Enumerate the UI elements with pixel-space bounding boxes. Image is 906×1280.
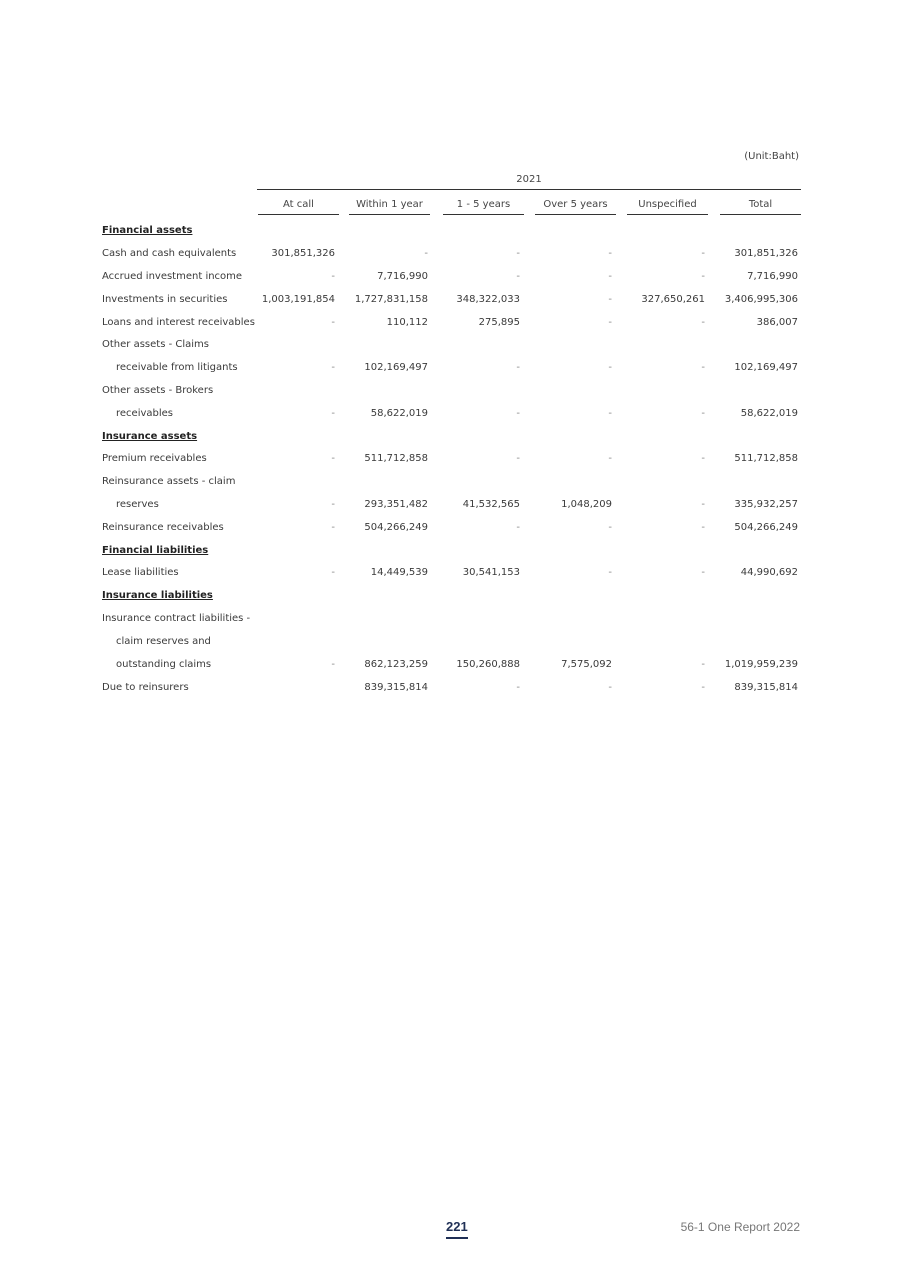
cell-1-5-years: 348,322,033	[456, 294, 520, 305]
col-head-unspecified: Unspecified	[627, 199, 708, 215]
table-row	[102, 657, 802, 673]
cell-at-call: -	[331, 499, 335, 510]
cell-total: 335,932,257	[734, 499, 798, 510]
cell-1-5-years: -	[516, 362, 520, 373]
page-number: 221	[446, 1219, 468, 1234]
col-head-at-call: At call	[258, 199, 339, 215]
row-label: claim reserves and	[116, 636, 211, 647]
row-label: Reinsurance receivables	[102, 522, 224, 533]
section-heading-row	[102, 588, 802, 604]
cell-total: 386,007	[756, 317, 798, 328]
cell-1-5-years: 150,260,888	[456, 659, 520, 670]
cell-over-5-years: 1,048,209	[561, 499, 612, 510]
cell-over-5-years: -	[608, 522, 612, 533]
cell-total: 44,990,692	[740, 567, 798, 578]
row-label: Reinsurance assets - claim	[102, 476, 236, 487]
cell-1-5-years: -	[516, 522, 520, 533]
cell-within-1-year: -	[424, 248, 428, 259]
cell-over-5-years: -	[608, 453, 612, 464]
cell-1-5-years: 41,532,565	[462, 499, 520, 510]
table-row	[102, 565, 802, 581]
row-label: Lease liabilities	[102, 567, 179, 578]
cell-within-1-year: 293,351,482	[364, 499, 428, 510]
cell-within-1-year: 504,266,249	[364, 522, 428, 533]
cell-unspecified: -	[701, 522, 705, 533]
year-header: 2021	[516, 174, 542, 185]
unit-label: (Unit:Baht)	[744, 151, 799, 162]
section-heading-row	[102, 223, 802, 239]
year-header-rule	[257, 189, 801, 190]
table-row	[102, 406, 802, 422]
cell-1-5-years: -	[516, 682, 520, 693]
table-row	[102, 451, 802, 467]
row-label: Other assets - Claims	[102, 339, 209, 350]
cell-at-call: -	[331, 271, 335, 282]
cell-over-5-years: -	[608, 317, 612, 328]
cell-within-1-year: 511,712,858	[364, 453, 428, 464]
cell-within-1-year: 58,622,019	[370, 408, 428, 419]
report-title: 56-1 One Report 2022	[680, 1220, 800, 1234]
section-heading: Financial liabilities	[102, 545, 209, 556]
row-label: Loans and interest receivables	[102, 317, 255, 328]
table-row	[102, 520, 802, 536]
table-row	[102, 246, 802, 262]
cell-within-1-year: 839,315,814	[364, 682, 428, 693]
row-label: Cash and cash equivalents	[102, 248, 237, 259]
table-row	[102, 269, 802, 285]
cell-within-1-year: 14,449,539	[370, 567, 428, 578]
cell-at-call: -	[331, 317, 335, 328]
cell-total: 102,169,497	[734, 362, 798, 373]
cell-within-1-year: 862,123,259	[364, 659, 428, 670]
cell-unspecified: -	[701, 567, 705, 578]
cell-unspecified: -	[701, 248, 705, 259]
section-heading: Financial assets	[102, 225, 193, 236]
cell-at-call: -	[331, 567, 335, 578]
cell-1-5-years: -	[516, 248, 520, 259]
cell-over-5-years: -	[608, 408, 612, 419]
cell-1-5-years: 275,895	[478, 317, 520, 328]
page-number-underline	[446, 1237, 468, 1239]
cell-1-5-years: -	[516, 408, 520, 419]
table-row	[102, 474, 802, 490]
cell-unspecified: -	[701, 317, 705, 328]
cell-at-call: 1,003,191,854	[261, 294, 335, 305]
cell-total: 3,406,995,306	[724, 294, 798, 305]
cell-over-5-years: -	[608, 362, 612, 373]
cell-at-call: -	[331, 659, 335, 670]
table-row	[102, 611, 802, 627]
row-label: Investments in securities	[102, 294, 228, 305]
table-row	[102, 383, 802, 399]
cell-unspecified: -	[701, 408, 705, 419]
table-row	[102, 292, 802, 308]
cell-total: 511,712,858	[734, 453, 798, 464]
cell-unspecified: -	[701, 499, 705, 510]
cell-within-1-year: 7,716,990	[377, 271, 428, 282]
row-label: Accrued investment income	[102, 271, 243, 282]
cell-at-call: -	[331, 522, 335, 533]
cell-1-5-years: 30,541,153	[462, 567, 520, 578]
cell-total: 504,266,249	[734, 522, 798, 533]
cell-total: 7,716,990	[747, 271, 798, 282]
cell-over-5-years: -	[608, 567, 612, 578]
table-row	[102, 497, 802, 513]
cell-1-5-years: -	[516, 453, 520, 464]
section-heading-row	[102, 429, 802, 445]
col-head-1-5-years: 1 - 5 years	[443, 199, 524, 215]
cell-over-5-years: -	[608, 294, 612, 305]
cell-at-call: -	[331, 362, 335, 373]
cell-total: 1,019,959,239	[724, 659, 798, 670]
section-heading-row	[102, 543, 802, 559]
cell-at-call: 301,851,326	[271, 248, 335, 259]
cell-1-5-years: -	[516, 271, 520, 282]
table-row	[102, 634, 802, 650]
section-heading: Insurance assets	[102, 431, 198, 442]
row-label: receivable from litigants	[116, 362, 238, 373]
cell-over-5-years: 7,575,092	[561, 659, 612, 670]
cell-unspecified: 327,650,261	[641, 294, 705, 305]
table-row	[102, 680, 802, 696]
cell-unspecified: -	[701, 659, 705, 670]
table-row	[102, 360, 802, 376]
cell-within-1-year: 102,169,497	[364, 362, 428, 373]
row-label: reserves	[116, 499, 159, 510]
col-head-within-1-year: Within 1 year	[349, 199, 430, 215]
cell-unspecified: -	[701, 362, 705, 373]
cell-unspecified: -	[701, 271, 705, 282]
cell-over-5-years: -	[608, 271, 612, 282]
row-label: Due to reinsurers	[102, 682, 189, 693]
cell-over-5-years: -	[608, 248, 612, 259]
cell-unspecified: -	[701, 453, 705, 464]
row-label: Premium receivables	[102, 453, 207, 464]
cell-at-call: -	[331, 453, 335, 464]
row-label: Other assets - Brokers	[102, 385, 214, 396]
cell-within-1-year: 1,727,831,158	[354, 294, 428, 305]
cell-over-5-years: -	[608, 682, 612, 693]
col-head-over-5-years: Over 5 years	[535, 199, 616, 215]
row-label: outstanding claims	[116, 659, 212, 670]
section-heading: Insurance liabilities	[102, 590, 213, 601]
row-label: receivables	[116, 408, 174, 419]
cell-within-1-year: 110,112	[386, 317, 428, 328]
cell-total: 58,622,019	[740, 408, 798, 419]
cell-at-call: -	[331, 408, 335, 419]
row-label: Insurance contract liabilities -	[102, 613, 251, 624]
table-row	[102, 337, 802, 353]
cell-total: 301,851,326	[734, 248, 798, 259]
cell-unspecified: -	[701, 682, 705, 693]
cell-total: 839,315,814	[734, 682, 798, 693]
col-head-total: Total	[720, 199, 801, 215]
table-row	[102, 315, 802, 331]
